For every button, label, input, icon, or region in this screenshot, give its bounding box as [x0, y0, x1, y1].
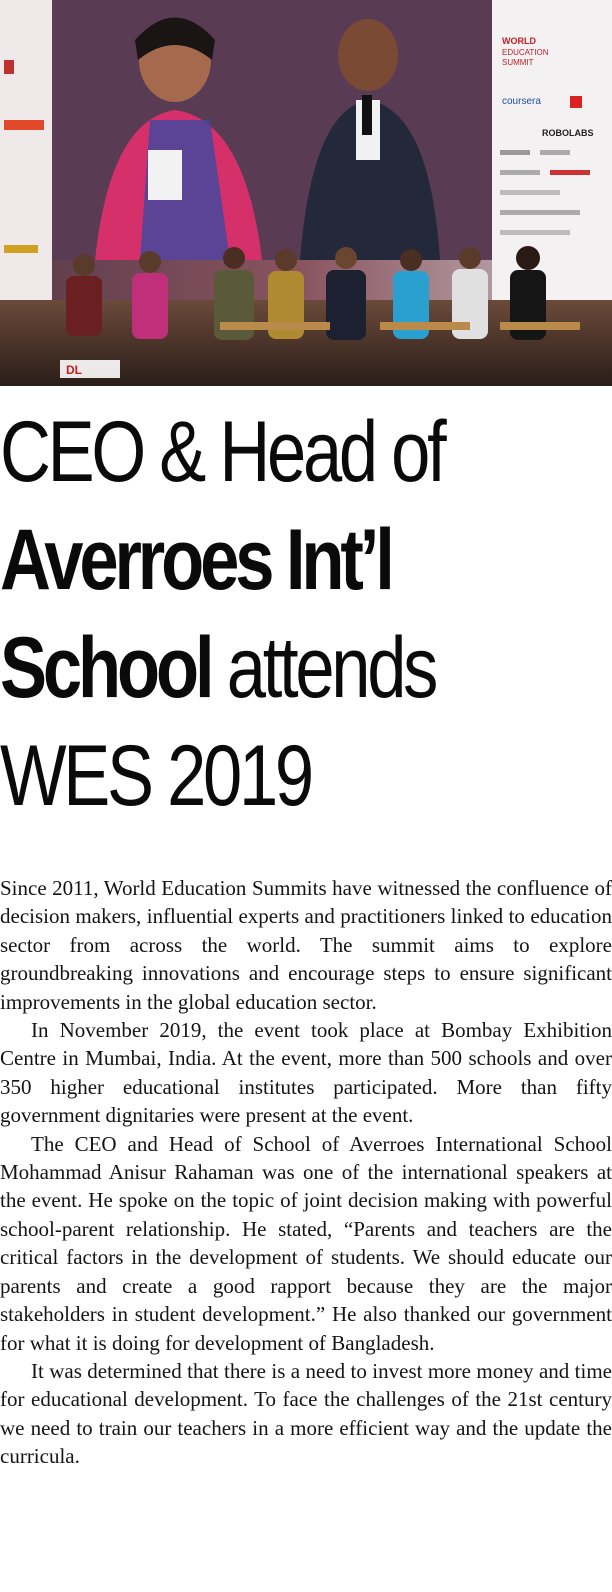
article-paragraph-4: It was determined that there is a need to invest more money and time for educational development. To face the challenges of the 21st century we need to train our teachers in a more efficient way and the update the curricula. — [0, 1358, 612, 1469]
headline-line-4: WES 2019 — [0, 728, 311, 824]
article-body — [0, 874, 612, 1471]
photo-illustration — [0, 0, 612, 386]
headline-line-2: Averroes Int’l — [0, 512, 391, 608]
headline-line-3-light: attends — [210, 620, 436, 716]
headline-line-3 — [0, 614, 502, 722]
svg-text:SUMMIT: SUMMIT — [502, 58, 534, 67]
headline-line-3-bold: School — [0, 620, 211, 716]
event-photo — [0, 0, 612, 386]
svg-text:EDUCATION: EDUCATION — [502, 48, 549, 57]
article-paragraph-1: Since 2011, World Education Summits have witnessed the confluence of decision makers, influential experts and practitioners linked to education sector from across the world. The summit aims to explore groundbreaking innovations and encourage steps to ensure significant improvements in the global education sector. — [0, 876, 612, 1014]
svg-text:ROBOLABS: ROBOLABS — [542, 128, 594, 138]
svg-text:coursera: coursera — [502, 96, 541, 107]
svg-text:WORLD: WORLD — [502, 36, 536, 46]
article-paragraph-3: The CEO and Head of School of Averroes International School Mohammad Anisur Rahaman was one of the international speakers at the event. He spoke on the topic of joint decision making with powerful school-parent relationship. He stated, “Parents and teachers are the critical factors in the development of students. We should educate our parents and create a good rapport because they are the major stakeholders in student development.” He also thanked our government for what it is doing for development of Bangladesh. — [0, 1131, 612, 1355]
svg-text:DL: DL — [66, 363, 82, 377]
article-paragraph-2: In November 2019, the event took place at Bombay Exhibition Centre in Mumbai, India. At the event, more than 500 schools and over 350 higher educational institutes participated. More than fifty government dignitaries were present at the event. — [0, 1018, 612, 1128]
headline — [0, 398, 612, 830]
headline-line-1: CEO & Head of — [0, 404, 444, 500]
left-banner — [0, 0, 52, 330]
